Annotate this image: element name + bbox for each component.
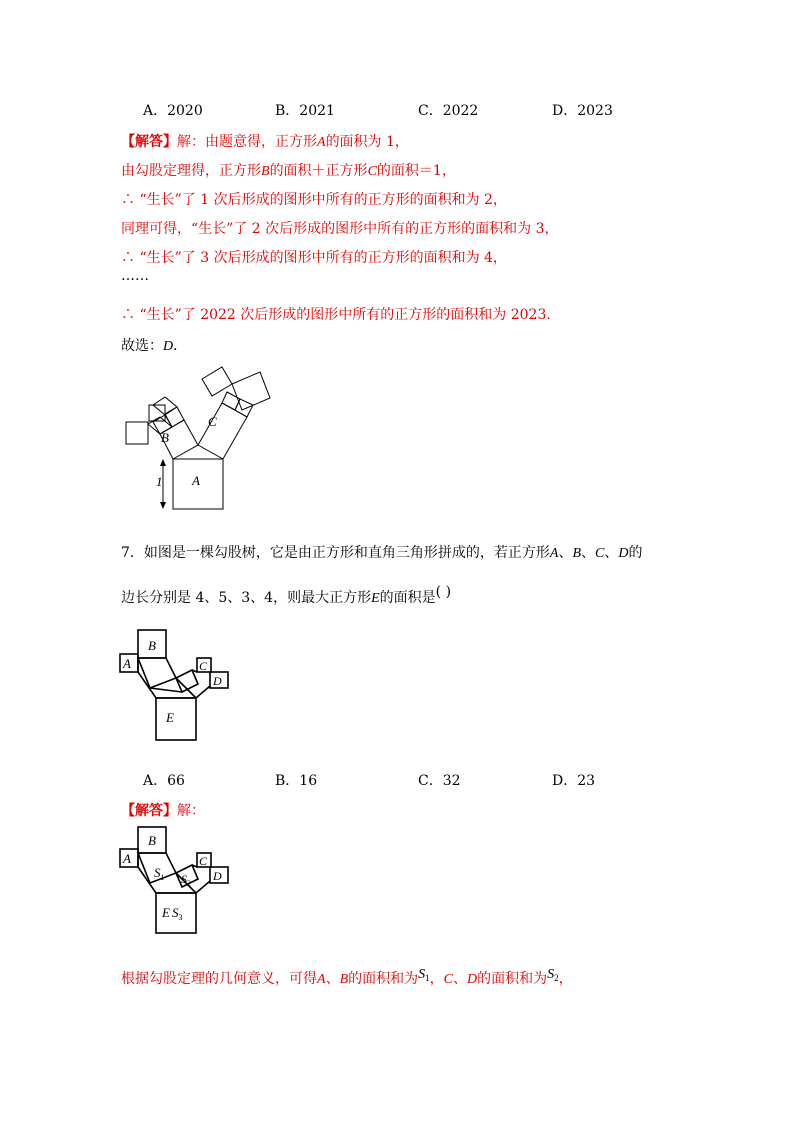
square-e: [156, 698, 196, 740]
q7-stem-line2: [121, 584, 452, 607]
q6-solution-line5: ∴ “生长”了 3 次后形成的图形中所有的正方形的面积和为 4，: [121, 250, 507, 266]
text: 的面积＋正方形: [269, 163, 368, 179]
q7-solution-figure: [118, 825, 243, 937]
label-one: 1: [156, 474, 163, 489]
answer-parentheses: ( ): [435, 584, 452, 600]
var: D: [163, 339, 174, 354]
label-a: A: [192, 473, 200, 488]
q6-ellipsis: ……: [121, 268, 149, 284]
var: D: [466, 972, 478, 987]
var: A: [317, 135, 326, 150]
text: 、: [581, 545, 596, 561]
var: A: [549, 546, 559, 561]
text: 、: [604, 545, 619, 561]
label-s1: $S_1$: [154, 865, 165, 882]
label-s2: $S_2$: [181, 872, 191, 888]
square-s1: [138, 658, 176, 688]
text: ，: [429, 971, 444, 987]
q7-option-c: C．32: [418, 773, 461, 789]
q7-option-a: A．66: [143, 773, 185, 789]
arrow-down: [160, 502, 166, 509]
label-d: D: [213, 869, 222, 883]
text: 由勾股定理得，正方形: [121, 163, 261, 179]
arrow-up: [160, 459, 166, 466]
label-a: A: [123, 656, 131, 671]
q6-solution-line2: [121, 160, 456, 180]
label-e-s3: E $S_3$: [162, 905, 183, 922]
var-s1: $S_1$: [418, 967, 430, 983]
text: 解：: [177, 803, 205, 819]
text: 边长分别是 4、5、3、4，则最大正方形: [121, 590, 372, 606]
text: 7．如图是一棵勾股树，它是由正方形和直角三角形拼成的，若正方形: [121, 545, 550, 561]
q6-option-b: B．2021: [275, 103, 335, 119]
text: 故选：: [121, 338, 163, 354]
q6-solution-line4: 同理可得，“生长”了 2 次后形成的图形中所有的正方形的面积和为 3，: [121, 221, 559, 237]
text: 、: [325, 971, 340, 987]
text: 、: [452, 971, 467, 987]
square-c-child-2: [235, 399, 253, 417]
var: D: [618, 546, 629, 561]
text: ，: [558, 971, 573, 987]
q7-solution-final-line: [121, 968, 573, 988]
q7-option-b: B．16: [275, 773, 318, 789]
solution-tag: 【解答】: [121, 803, 177, 819]
label-b: B: [148, 833, 156, 848]
square-c-child-1: [222, 392, 240, 410]
label-b: B: [148, 638, 156, 653]
q7-option-d: D．23: [552, 773, 596, 789]
q6-option-a: A．2020: [143, 103, 203, 119]
var: C: [443, 972, 453, 987]
var: E: [371, 591, 380, 606]
square-left-leaf: [126, 422, 148, 444]
solution-tag: 【解答】: [121, 134, 177, 150]
var: B: [339, 972, 349, 987]
square-c-leaf-left: [202, 367, 232, 396]
label-e: E: [166, 710, 174, 725]
text: 的面积和为: [477, 971, 548, 987]
square-c: [198, 403, 247, 459]
q6-solution-line1: [121, 131, 409, 151]
text: 的面积＝1，: [376, 163, 456, 179]
var: B: [261, 164, 270, 179]
q6-option-c: C．2022: [418, 103, 479, 119]
q6-solution-line3: ∴ “生长”了 1 次后形成的图形中所有的正方形的面积和为 2，: [121, 192, 507, 208]
var: C: [367, 164, 377, 179]
q7-solution-heading: [121, 800, 205, 820]
q6-pythagoras-tree-figure: [120, 362, 290, 512]
q6-option-d: D．2023: [552, 103, 613, 119]
text: 的面积为 1，: [325, 134, 409, 150]
text: 的面积和为: [348, 971, 419, 987]
var: C: [595, 546, 605, 561]
text: ．: [173, 338, 188, 354]
text: 解：由题意得，正方形: [177, 134, 317, 150]
q7-pythagoras-tree-figure: [118, 628, 238, 743]
text: 、: [558, 545, 573, 561]
q6-solution-line6: ∴ “生长”了 2022 次后形成的图形中所有的正方形的面积和为 2023.: [121, 307, 551, 323]
text: 的: [628, 545, 643, 561]
label-c: C: [199, 854, 208, 868]
label-c: C: [199, 659, 208, 673]
q7-stem-line1: [121, 542, 643, 562]
var: A: [317, 972, 326, 987]
label-a: A: [123, 851, 131, 866]
text: 的面积是: [379, 590, 436, 606]
var: B: [572, 546, 582, 561]
label-c: C: [208, 414, 217, 429]
label-b: B: [161, 430, 169, 445]
q6-choice: [121, 335, 187, 355]
text: 根据勾股定理的几何意义，可得: [121, 971, 317, 987]
label-d: D: [213, 674, 222, 688]
var-s2: $S_2$: [547, 967, 559, 983]
